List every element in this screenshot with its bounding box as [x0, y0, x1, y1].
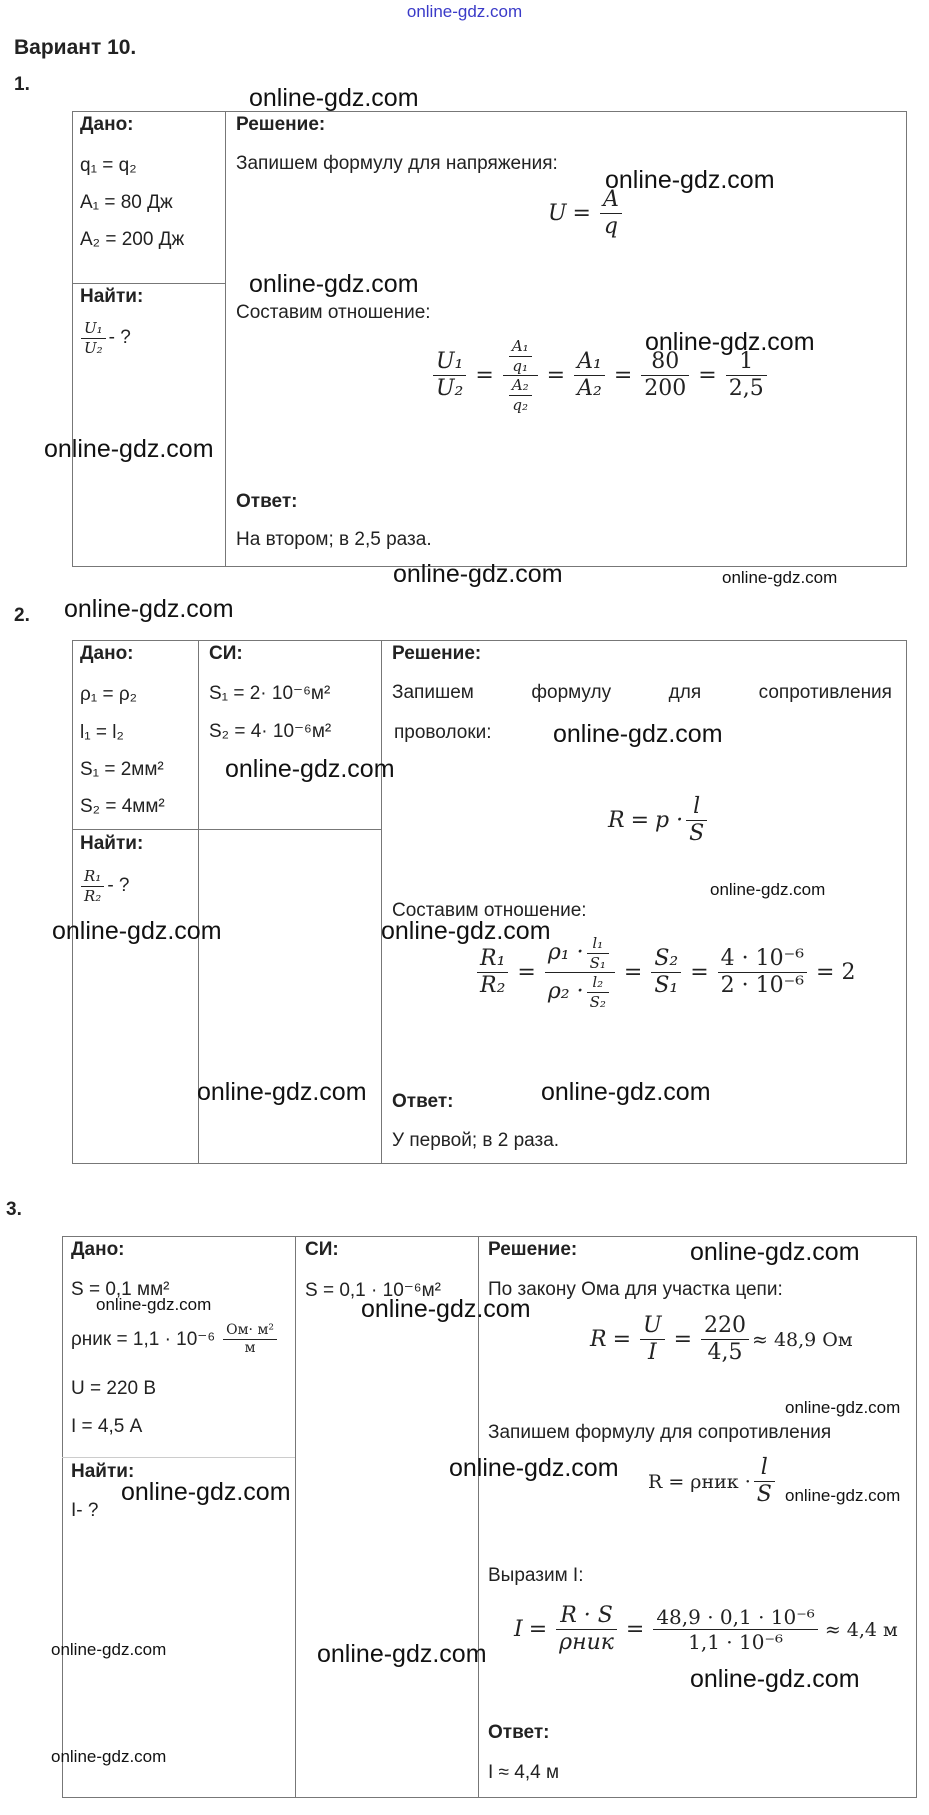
- watermark: online-gdz.com: [381, 917, 551, 945]
- given-line: l₁ = l₂: [80, 722, 124, 743]
- problem-1-number: 1.: [14, 74, 30, 95]
- watermark: online-gdz.com: [785, 1398, 901, 1417]
- si-line: S = 0,1 · 10⁻⁶м²: [305, 1280, 441, 1301]
- watermark: online-gdz.com: [249, 84, 419, 112]
- find-label: Найти:: [80, 286, 144, 307]
- given-label: Дано:: [71, 1239, 125, 1260]
- watermark: online-gdz.com: [541, 1078, 711, 1106]
- answer-label: Ответ:: [392, 1091, 454, 1112]
- solution-label: Решение:: [488, 1239, 578, 1260]
- si-line: S₁ = 2· 10⁻⁶м²: [209, 683, 331, 704]
- si-label: СИ:: [209, 643, 243, 664]
- watermark: online-gdz.com: [249, 270, 419, 298]
- find-expression: $\frac{\text{U₁}}{\text{U₂}}$ - ?: [78, 320, 131, 356]
- solution-text: проволоки:: [394, 722, 492, 743]
- given-label: Дано:: [80, 643, 134, 664]
- watermark: online-gdz.com: [645, 328, 815, 356]
- solution-text: Запишем формулу для сопротивления: [488, 1422, 832, 1443]
- given-line: U = 220 В: [71, 1378, 157, 1399]
- watermark: online-gdz.com: [722, 568, 838, 587]
- watermark: online-gdz.com: [553, 720, 723, 748]
- answer-text: На втором; в 2,5 раза.: [236, 529, 432, 550]
- given-line: A₁ = 80 Дж: [80, 192, 173, 213]
- watermark: online-gdz.com: [605, 166, 775, 194]
- watermark: online-gdz.com: [710, 880, 826, 899]
- watermark: online-gdz.com: [64, 595, 234, 623]
- problem-2-number: 2.: [14, 605, 30, 626]
- watermark: online-gdz.com: [44, 435, 214, 463]
- given-line: ρ₁ = ρ₂: [80, 684, 138, 705]
- watermark: online-gdz.com: [225, 755, 395, 783]
- solution-text: Составим отношение:: [236, 302, 431, 323]
- watermark: online-gdz.com: [361, 1295, 531, 1323]
- solution-text: Составим отношение:: [392, 900, 587, 921]
- watermark: online-gdz.com: [51, 1640, 167, 1659]
- watermark: online-gdz.com: [690, 1665, 860, 1693]
- given-line: S = 0,1 мм²: [71, 1279, 170, 1300]
- watermark: online-gdz.com: [690, 1238, 860, 1266]
- watermark: online-gdz.com: [96, 1295, 212, 1314]
- solution-text: Выразим I:: [488, 1565, 584, 1586]
- given-line: A₂ = 200 Дж: [80, 229, 185, 250]
- answer-text: I ≈ 4,4 м: [488, 1762, 560, 1783]
- given-line: S₂ = 4мм²: [80, 796, 165, 817]
- find-expression: I- ?: [71, 1500, 99, 1521]
- page-title: Вариант 10.: [14, 36, 137, 59]
- given-line: S₁ = 2мм²: [80, 759, 164, 780]
- watermark: online-gdz.com: [51, 1747, 167, 1766]
- divider: [62, 1457, 295, 1458]
- find-expression: $\frac{\text{R₁}}{\text{R₂}}$ - ?: [78, 868, 130, 904]
- watermark: online-gdz.com: [393, 560, 563, 588]
- answer-text: У первой; в 2 раза.: [392, 1130, 560, 1151]
- problem-3-number: 3.: [6, 1199, 22, 1220]
- divider: [381, 640, 382, 1164]
- formula-voltage: U = $\frac{A}{q}$: [548, 188, 625, 239]
- watermark: online-gdz.com: [52, 917, 222, 945]
- divider: [225, 111, 226, 567]
- si-line: S₂ = 4· 10⁻⁶м²: [209, 721, 332, 742]
- find-label: Найти:: [80, 833, 144, 854]
- solution-label: Решение:: [392, 643, 482, 664]
- watermark: online-gdz.com: [317, 1640, 487, 1668]
- divider: [72, 283, 225, 284]
- divider: [72, 829, 381, 830]
- watermark: online-gdz.com: [121, 1478, 291, 1506]
- find-label: Найти:: [71, 1461, 135, 1482]
- answer-label: Ответ:: [488, 1722, 550, 1743]
- formula-ohm: R = $\frac{U}{I}$ = $\frac{220}{4,5}$ ≈ 48,9 Ом: [590, 1313, 853, 1366]
- solution-label: Решение:: [236, 114, 326, 135]
- ratio-equation: $\frac{\text{R₁}}{\text{R₂}}$ = ρ₁ · $\frac{\text{l₁}}{\text{S₁}}$ ρ₂ · $\frac{\text{l₂}}{\text{S₂}}$ = $\frac{\text{S₂}}{\text{S₁}}$ = $\frac{\text{4 · 10⁻⁶}}{\text{2 · 10⁻⁶}}$ = 2: [474, 935, 855, 1010]
- watermark: online-gdz.com: [449, 1454, 619, 1482]
- solution-text: Запишем формулу для напряжения:: [236, 153, 558, 174]
- formula-resistance: R = p · $\frac{l}{S}$: [608, 795, 710, 846]
- site-header-link[interactable]: online-gdz.com: [406, 2, 523, 21]
- ratio-equation: $\frac{\text{U₁}}{\text{U₂}}$ = $\frac{\frac{\text{A₁}}{\text{q₁}}}{\frac{\text{A₂}}{\text{q₂}}}$ = $\frac{\text{A₁}}{\text{A₂}}$ = $\frac{80}{200}$ = $\frac{1}{2,5}$: [430, 338, 770, 413]
- solution-text: Запишем формулу для сопротивления: [392, 682, 892, 703]
- divider: [295, 1236, 296, 1798]
- given-line: q₁ = q₂: [80, 155, 137, 176]
- formula-resistance: R = ρник · $\frac{l}{S}$: [648, 1456, 778, 1507]
- watermark: online-gdz.com: [197, 1078, 367, 1106]
- given-line: ρник = 1,1 · 10⁻⁶ $\frac{\text{Ом· м²}}{м}$: [71, 1323, 280, 1357]
- si-label: СИ:: [305, 1239, 339, 1260]
- solution-text: По закону Ома для участка цепи:: [488, 1279, 783, 1300]
- given-line: I = 4,5 А: [71, 1416, 143, 1437]
- answer-label: Ответ:: [236, 491, 298, 512]
- formula-current: I = $\frac{R \cdot S}{\text{ρник}}$ = $\frac{\text{48,9 · 0,1 · 10⁻⁶}}{\text{1,1 · 10⁻⁶}}$ ≈ 4,4 м: [514, 1603, 898, 1656]
- given-label: Дано:: [80, 114, 134, 135]
- watermark: online-gdz.com: [785, 1486, 901, 1505]
